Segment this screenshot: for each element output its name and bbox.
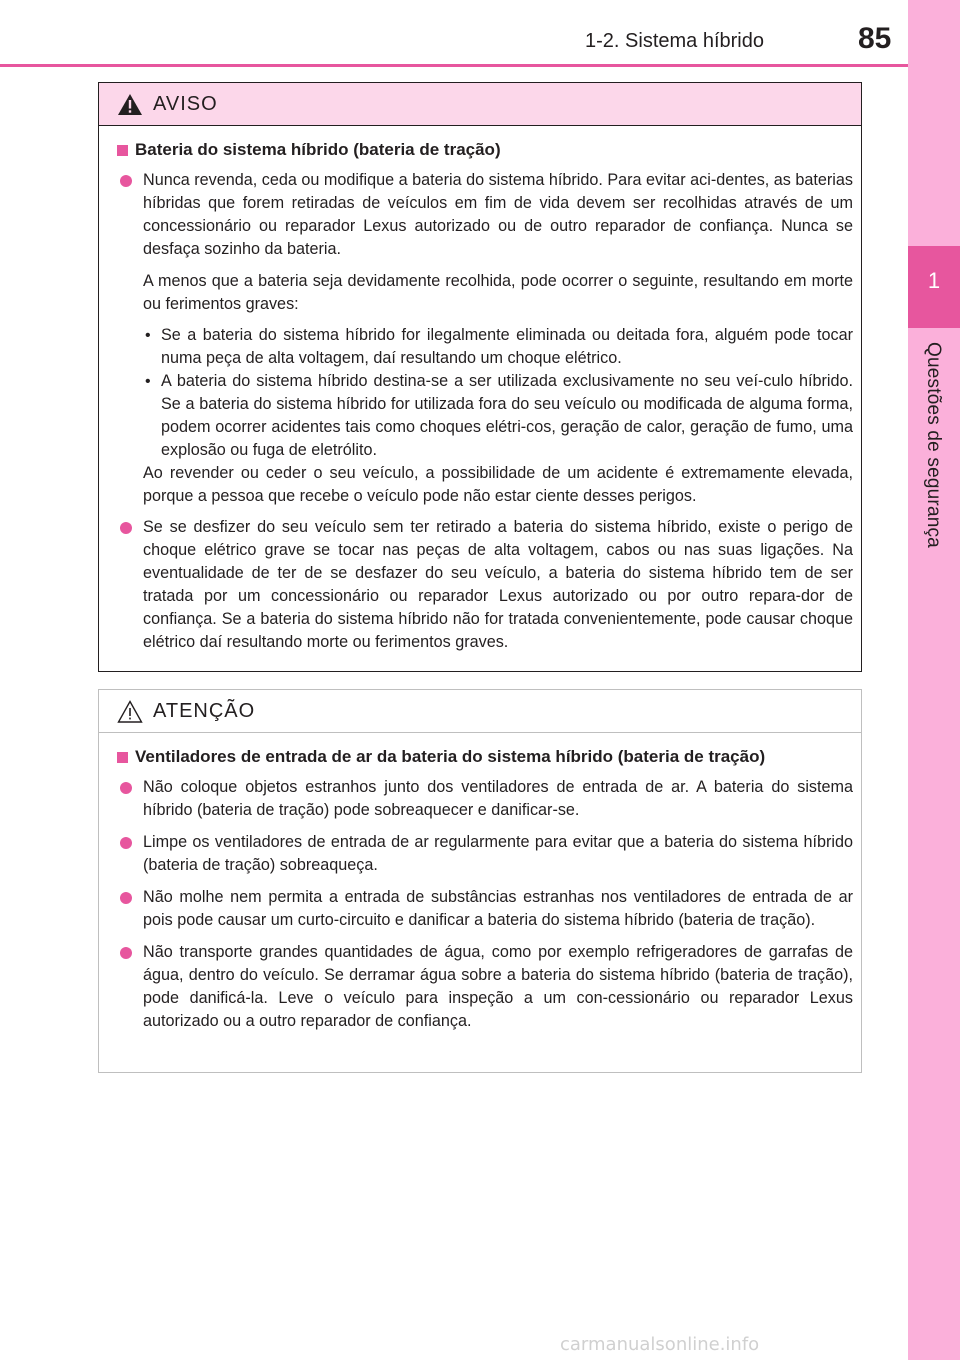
round-bullet-icon — [120, 175, 132, 187]
round-bullet-icon — [120, 522, 132, 534]
round-bullet-icon — [120, 837, 132, 849]
section-title: 1-2. Sistema híbrido — [585, 30, 764, 52]
warning-label: AVISO — [153, 92, 218, 115]
caution-header — [99, 690, 861, 733]
warning-header — [99, 83, 861, 126]
round-bullet-icon — [120, 782, 132, 794]
warning-sub-item-text: A bateria do sistema híbrido destina-se a ser utilizada exclusivamente no seu veí-culo híbrido. Se a bateria do sistema híbrido for utilizada fora do seu veículo ou modificada de alguma forma, podem ocorrer acidentes tais como choques elétri-cos, geração de calor, geração de fumo, uma explosão ou fuga de eletrólito. — [161, 372, 853, 459]
square-bullet-icon — [117, 145, 128, 156]
warning-subheading — [117, 140, 853, 160]
caution-bullet — [117, 776, 853, 822]
caution-bullet — [117, 831, 853, 877]
caution-bullet — [117, 886, 853, 932]
caution-triangle-icon — [117, 700, 143, 723]
square-bullet-icon — [117, 752, 128, 763]
warning-subheading-text: Bateria do sistema híbrido (bateria de tração) — [135, 140, 501, 159]
watermark: carmanualsonline.info — [560, 1334, 760, 1355]
caution-body — [99, 733, 861, 1033]
caution-bullet-text: Não transporte grandes quantidades de água, como por exemplo refrigeradores de garrafas de água, dentro do veículo. Se derramar água sobre a bateria do sistema híbrido (bateria de tração), pode danificá-la. Leve o veículo para inspeção a um con-cessionário ou reparador Lexus autorizado ou a outro reparador de confiança. — [143, 943, 853, 1030]
warning-paragraph: Ao revender ou ceder o seu veículo, a possibilidade de um acidente é extremamente elevada, porque a pessoa que recebe o veículo pode não estar ciente desses perigos. — [143, 464, 853, 505]
round-bullet-icon — [120, 947, 132, 959]
caution-bullet-text: Não molhe nem permita a entrada de substâncias estranhas nos ventiladores de entrada de ar pois pode causar um curto-circuito e danificar a bateria do sistema híbrido (bateria de tração). — [143, 888, 853, 929]
warning-sub-item — [117, 324, 853, 370]
warning-bullet — [117, 516, 853, 654]
side-tab — [908, 0, 960, 1360]
caution-box — [98, 689, 862, 1073]
warning-body — [99, 126, 861, 654]
chapter-title[interactable]: Questões de segurança — [923, 342, 944, 548]
chapter-number: 1 — [927, 268, 941, 293]
warning-bullet-text: Se se desfizer do seu veículo sem ter retirado a bateria do sistema híbrido, existe o perigo de choque elétrico grave se tocar nas peças de alta voltagem, cabos ou nas suas ligações. Na eventualidade de ter de se desfazer do seu veículo, a bateria do sistema híbrido tem de ser tratada por um concessionário ou reparador Lexus autorizado ou por outro repara-dor de confiança. Se a bateria do sistema híbrido não for tratada convenientemente, pode causar choque elétrico daí resultando morte ou ferimentos graves. — [143, 518, 853, 651]
caution-bullet-text: Não coloque objetos estranhos junto dos ventiladores de entrada de ar. A bateria do sistema híbrido (bateria de tração) pode sobreaquecer e danificar-se. — [143, 778, 853, 819]
warning-bullet — [117, 169, 853, 261]
caution-bullet-text: Limpe os ventiladores de entrada de ar regularmente para evitar que a bateria do sistema híbrido (bateria de tração) sobreaqueça. — [143, 833, 853, 874]
caution-subheading-text: Ventiladores de entrada de ar da bateria do sistema híbrido (bateria de tração) — [135, 747, 766, 766]
warning-triangle-icon — [117, 93, 143, 116]
warning-sub-item — [117, 370, 853, 462]
warning-bullet-text: Nunca revenda, ceda ou modifique a bateria do sistema híbrido. Para evitar aci-dentes, as baterias híbridas que forem retiradas de veículos em fim de vida devem ser recolhidas através de um concessionário ou reparador Lexus autorizado ou de outro reparador de confiança. Nunca se desfaça sozinho da bateria. — [143, 171, 853, 258]
header-rule — [0, 64, 908, 67]
round-bullet-icon — [120, 892, 132, 904]
sub-bullet-icon: • — [145, 373, 151, 390]
caution-bullet — [117, 941, 853, 1033]
warning-paragraph: A menos que a bateria seja devidamente recolhida, pode ocorrer o seguinte, resultando em morte ou ferimentos graves: — [143, 272, 853, 313]
warning-box — [98, 82, 862, 672]
warning-sub-item-text: Se a bateria do sistema híbrido for ilegalmente eliminada ou deitada fora, alguém pode tocar numa peça de alta voltagem, daí resultando um choque elétrico. — [161, 326, 853, 367]
page-number: 85 — [858, 22, 892, 55]
caution-subheading — [117, 747, 853, 767]
sub-bullet-icon: • — [145, 327, 151, 344]
caution-label: ATENÇÃO — [153, 699, 256, 722]
